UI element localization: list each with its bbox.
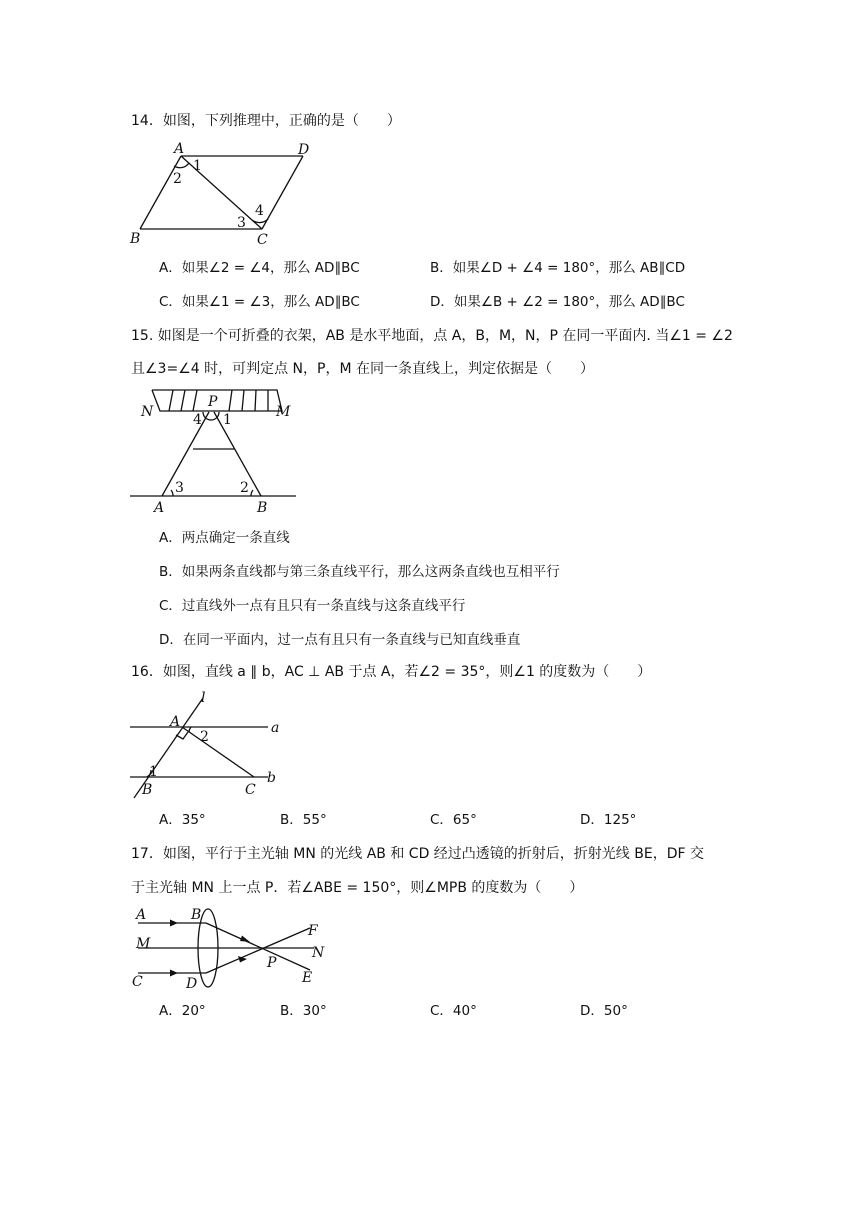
q14-option-a[interactable]: A．如果∠2 = ∠4，那么 AD∥BC — [159, 260, 360, 276]
q14-option-b[interactable]: B．如果∠D + ∠4 = 180°，那么 AB∥CD — [430, 260, 686, 276]
q17-label-a: A — [136, 907, 147, 923]
q15-option-b[interactable]: B．如果两条直线都与第三条直线平行，那么这两条直线也互相平行 — [159, 564, 560, 580]
q16-label-l: l — [201, 690, 206, 706]
q14-side-dc — [262, 156, 303, 229]
q14-label-angle-2: 2 — [173, 171, 182, 187]
q14-option-c[interactable]: C．如果∠1 = ∠3，那么 AD∥BC — [159, 294, 360, 310]
q17-arrow-be — [240, 936, 250, 943]
q17-option-b[interactable]: B．30° — [280, 1003, 327, 1019]
q15-right-leg — [214, 412, 261, 496]
q15-option-d[interactable]: D．在同一平面内，过一点有且只有一条直线与已知直线垂直 — [159, 632, 521, 648]
q15-label-angle-1: 1 — [223, 412, 232, 428]
q17-option-a[interactable]: A．20° — [159, 1003, 206, 1019]
q14-option-d[interactable]: D．如果∠B + ∠2 = 180°，那么 AD∥BC — [430, 294, 685, 310]
q16-parallel-lines-figure — [128, 690, 288, 802]
q16-label-a-point: A — [170, 714, 181, 730]
q16-label-b-point: B — [142, 782, 153, 798]
q16-option-d[interactable]: D．125° — [580, 812, 637, 828]
q17-lens-figure — [128, 904, 333, 992]
q15-label-angle-2: 2 — [240, 480, 249, 496]
q16-label-a-line: a — [271, 720, 280, 736]
q15-stem-line-2: 且∠3=∠4 时，可判定点 N，P，M 在同一条直线上，判定依据是（ ） — [131, 361, 594, 377]
q15-label-a: A — [154, 500, 165, 516]
q16-segment-ac — [182, 727, 254, 777]
q17-label-p: P — [267, 955, 277, 971]
q17-arrow-cd — [170, 970, 178, 977]
q16-stem: 16．如图，直线 a ∥ b，AC ⊥ AB 于点 A，若∠2 = 35°，则∠1 的度数为（ ） — [131, 664, 652, 680]
q15-hanger-figure — [128, 386, 303, 516]
q15-option-a[interactable]: A．两点确定一条直线 — [159, 530, 290, 546]
q17-label-f: F — [308, 923, 318, 939]
q16-label-c: C — [245, 782, 256, 798]
q17-label-n: N — [312, 945, 325, 961]
q17-refracted-df — [206, 928, 310, 973]
q16-angle-arc-2 — [189, 727, 191, 732]
q15-label-p: P — [208, 394, 218, 410]
q15-label-angle-3: 3 — [175, 480, 184, 496]
q17-arrow-ab — [170, 920, 178, 927]
q14-label-angle-4: 4 — [255, 203, 264, 219]
q15-left-leg — [162, 412, 209, 496]
q17-stem-line-2: 于主光轴 MN 上一点 P．若∠ABE = 150°，则∠MPB 的度数为（ ） — [131, 880, 584, 896]
q15-label-n: N — [141, 404, 154, 420]
q16-label-b-line: b — [267, 770, 276, 786]
q15-label-angle-4: 4 — [193, 412, 202, 428]
q16-option-a[interactable]: A．35° — [159, 812, 206, 828]
q15-label-m: M — [276, 404, 291, 420]
q17-option-d[interactable]: D．50° — [580, 1003, 628, 1019]
q17-label-d: D — [186, 976, 198, 992]
q17-label-e: E — [302, 970, 313, 986]
q16-option-b[interactable]: B．55° — [280, 812, 327, 828]
q17-label-m: M — [136, 936, 151, 952]
q16-label-angle-1: 1 — [149, 764, 158, 780]
q14-label-angle-1: 1 — [193, 158, 202, 174]
q15-option-c[interactable]: C．过直线外一点有且只有一条直线与这条直线平行 — [159, 598, 466, 614]
q17-label-b: B — [191, 907, 202, 923]
q17-stem-line-1: 17．如图，平行于主光轴 MN 的光线 AB 和 CD 经过凸透镜的折射后，折射光线 BE，DF 交 — [131, 846, 704, 862]
q17-refracted-be — [206, 923, 310, 970]
q15-angle-arc-3 — [171, 490, 173, 496]
q15-angle-arc-2 — [251, 490, 253, 496]
q16-option-c[interactable]: C．65° — [430, 812, 477, 828]
q14-stem: 14．如图，下列推理中，正确的是（ ） — [131, 113, 401, 129]
q15-stem-line-1: 15. 如图是一个可折叠的衣架，AB 是水平地面，点 A，B，M，N，P 在同一平面内. 当∠1 = ∠2 — [131, 328, 733, 344]
q16-label-angle-2: 2 — [200, 729, 209, 745]
q14-label-angle-3: 3 — [237, 215, 246, 231]
q14-label-c: C — [257, 232, 268, 248]
q17-label-c: C — [132, 974, 143, 990]
q14-label-d: D — [298, 142, 310, 158]
q14-label-a: A — [174, 141, 185, 157]
q14-label-b: B — [130, 231, 141, 247]
q14-parallelogram-figure — [128, 138, 328, 250]
q17-option-c[interactable]: C．40° — [430, 1003, 477, 1019]
q16-right-angle-mark — [176, 732, 188, 739]
q15-label-b: B — [257, 500, 268, 516]
